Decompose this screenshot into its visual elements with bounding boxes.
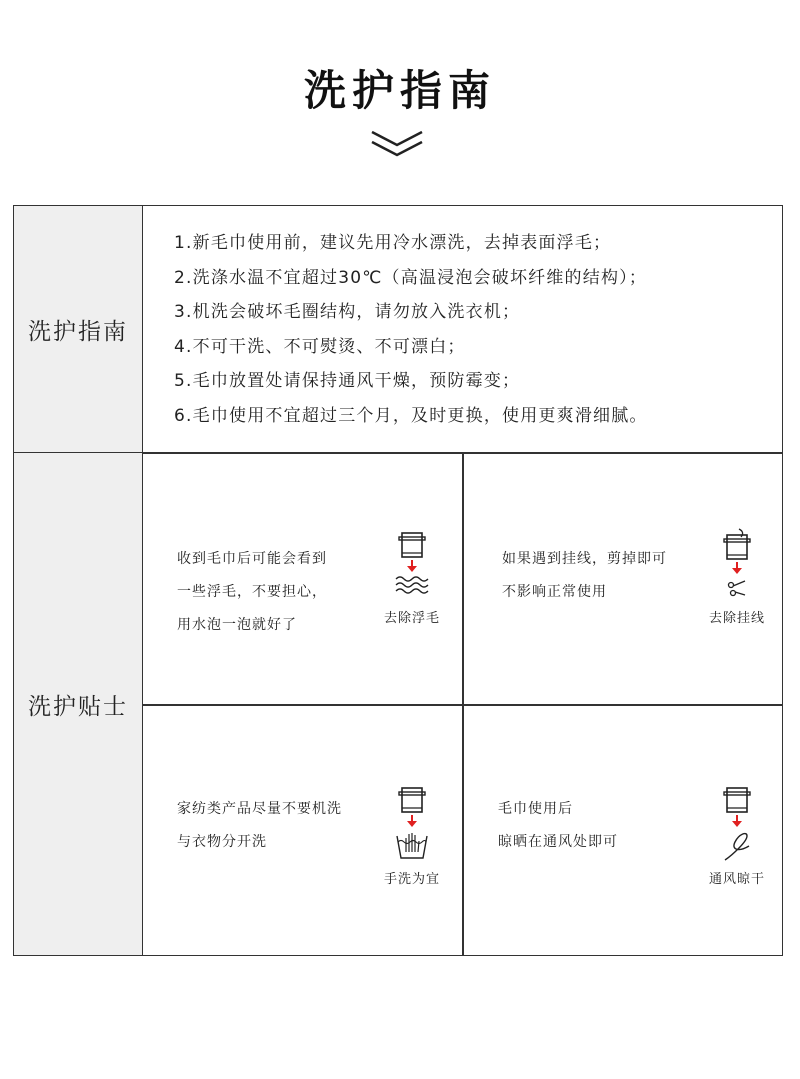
- towel-handwash-icon: [367, 786, 457, 887]
- page-title: 洗护指南: [303, 66, 496, 115]
- towel-air-dry-icon: [692, 786, 782, 887]
- icon-label: 去除挂线: [708, 611, 765, 626]
- towel-scissors-icon: [692, 527, 782, 626]
- tip-line: 家纺类产品尽量不要机洗: [177, 801, 342, 817]
- tip-text: [498, 793, 618, 859]
- double-chevron-down-icon: [370, 128, 424, 160]
- tip-line: 不影响正常使用: [502, 584, 607, 600]
- row-divider: [143, 704, 782, 706]
- tip-line: 毛巾使用后: [498, 801, 573, 817]
- tip-line: 一些浮毛，不要担心，: [177, 584, 327, 600]
- tip-line: 如果遇到挂线，剪掉即可: [502, 551, 667, 567]
- care-table: [13, 205, 783, 956]
- towel-waves-icon: [367, 531, 457, 626]
- tip-text: [177, 793, 342, 859]
- guide-item: 6.毛巾使用不宜超过三个月，及时更换，使用更爽滑细腻。: [174, 405, 648, 426]
- icon-label: 去除浮毛: [383, 611, 440, 626]
- tip-line: 用水泡一泡就好了: [177, 617, 297, 633]
- tip-line: 与衣物分开洗: [177, 834, 267, 850]
- guide-item: 5.毛巾放置处请保持通风干燥，预防霉变；: [174, 371, 521, 391]
- tip-text: [177, 543, 327, 642]
- guide-item: 1.新毛巾使用前，建议先用冷水漂洗，去掉表面浮毛；: [174, 233, 612, 253]
- guide-item: 2.洗涤水温不宜超过30℃（高温浸泡会破坏纤维的结构）；: [174, 267, 648, 288]
- section-label-tips: 洗护贴士: [14, 452, 143, 955]
- guide-item: 3.机洗会破坏毛圈结构，请勿放入洗衣机；: [174, 302, 521, 322]
- tip-line: 晾晒在通风处即可: [498, 834, 618, 850]
- icon-label: 手洗为宜: [383, 872, 440, 887]
- tip-line: 收到毛巾后可能会看到: [177, 551, 327, 567]
- guide-list: [174, 226, 648, 433]
- guide-item: 4.不可干洗、不可熨烫、不可漂白；: [174, 336, 466, 357]
- icon-label: 通风晾干: [708, 872, 765, 887]
- tip-text: [502, 543, 667, 609]
- section-label-guide: 洗护指南: [14, 206, 143, 452]
